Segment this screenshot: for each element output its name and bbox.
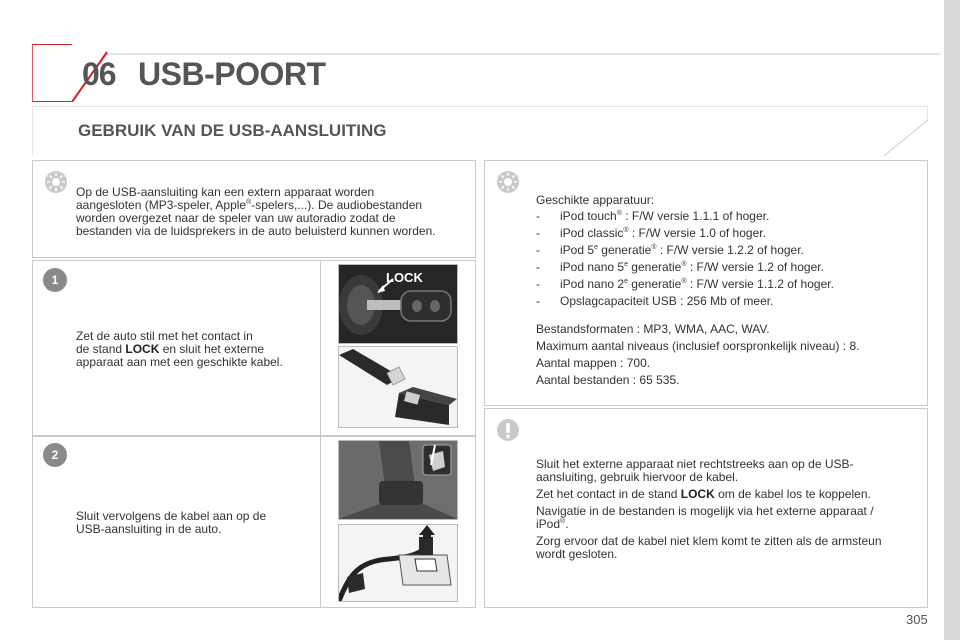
warning-line-6: Zorg ervoor dat de kabel niet klem komt te zitten als de armsteun [536, 534, 882, 548]
chapter-title: USB-POORT [138, 56, 326, 92]
compat-item-storage: Opslagcapaciteit USB : 256 Mb of meer. [560, 294, 774, 308]
step-1-line-1: Zet de auto stil met het contact in [76, 329, 253, 343]
compat-item-version: : F/W versie 1.1.2 of hoger. [686, 277, 834, 291]
warning-text [536, 458, 920, 561]
section-title: GEBRUIK VAN DE USB-AANSLUITING [78, 121, 387, 140]
warning-lock-word: LOCK [680, 487, 715, 501]
page-number: 305 [906, 612, 928, 627]
levels-text: Maximum aantal niveaus (inclusief oorspronkelijk niveau) : 8. [536, 339, 860, 353]
list-dash: - [536, 294, 540, 308]
step-1-lock-word: LOCK [125, 342, 160, 356]
step-1-divider [320, 260, 321, 436]
compat-item-generation: generatie [597, 243, 652, 257]
compat-item-device: iPod touch [560, 209, 617, 223]
compat-item-generation: generatie [627, 277, 682, 291]
list-dash: - [536, 243, 540, 257]
compat-item-version: : F/W versie 1.0 of hoger. [628, 226, 766, 240]
warning-line-3a: Zet het contact in de stand [536, 487, 681, 501]
step-1-line-3: apparaat aan met een geschikte kabel. [76, 355, 283, 369]
registered-mark: ® [651, 244, 657, 251]
registered-mark: ® [560, 518, 566, 525]
intro-text [76, 186, 468, 238]
registered-mark: ® [681, 278, 687, 285]
usb-socket-illustration [339, 525, 457, 601]
registered-mark: ® [246, 199, 252, 206]
compat-item-version: : F/W versie 1.2.2 of hoger. [656, 243, 804, 257]
registered-mark: ® [623, 227, 629, 234]
step-2-text [76, 510, 316, 536]
folders-text: Aantal mappen : 700. [536, 356, 651, 370]
intro-line-2b: -spelers,...). De audiobestanden [251, 198, 423, 212]
warning-line-2: aansluiting, gebruik hiervoor de kabel. [536, 470, 739, 484]
registered-mark: ® [616, 210, 622, 217]
compat-item-device: iPod classic [560, 226, 624, 240]
compat-item-version: : F/W versie 1.1.1 of hoger. [621, 209, 770, 223]
files-text: Aantal bestanden : 65 535. [536, 373, 680, 387]
list-dash: - [536, 260, 540, 274]
compat-item-device: iPod nano 2 [560, 277, 625, 291]
ordinal-suffix: e [624, 261, 628, 268]
info-sun-icon-right [496, 170, 520, 194]
compat-item-version: : F/W versie 1.2 of hoger. [686, 260, 824, 274]
warning-exclamation-icon [496, 418, 520, 442]
compat-item-device: iPod 5 [560, 243, 595, 257]
compat-item-generation: generatie [627, 260, 682, 274]
step-1-line-2b: en sluit het externe [159, 342, 265, 356]
intro-line-2a: aangesloten (MP3-speler, Apple [76, 198, 247, 212]
step-1-line-2a: de stand [76, 342, 126, 356]
step-2-line-2: USB-aansluiting in de auto. [76, 522, 222, 536]
warning-line-3b: om de kabel los te koppelen. [714, 487, 871, 501]
usb-cable-illustration [339, 347, 457, 427]
intro-line-1: Op de USB-aansluiting kan een extern apparaat worden [76, 185, 375, 199]
page-edge-rail [944, 0, 960, 640]
step-2-number: 2 [51, 448, 59, 462]
warning-line-5a: iPod [536, 517, 561, 531]
usb-socket-photo [338, 524, 458, 602]
warning-line-7: wordt gesloten. [536, 547, 618, 561]
armrest-photo [338, 440, 458, 520]
step-2-divider [320, 436, 321, 608]
chapter-number: 06 [82, 56, 116, 92]
step-1-text [76, 330, 316, 369]
step-2-line-1: Sluit vervolgens de kabel aan op de [76, 509, 267, 523]
warning-line-1: Sluit het externe apparaat niet rechtstreeks aan op de USB- [536, 457, 854, 471]
list-dash: - [536, 277, 540, 291]
armrest-illustration [339, 441, 457, 519]
warning-line-5 [536, 518, 920, 531]
warning-line-3 [536, 488, 920, 501]
list-dash: - [536, 209, 540, 223]
formats-text: Bestandsformaten : MP3, WMA, AAC, WAV. [536, 322, 770, 336]
intro-line-3: worden overgezet naar de speler van uw autoradio zodat de [76, 211, 396, 225]
list-dash: - [536, 226, 540, 240]
step-1-number: 1 [51, 273, 59, 287]
compat-heading: Geschikte apparatuur: [536, 193, 655, 207]
warning-line-5b: . [565, 517, 569, 531]
usb-cable-photo [338, 346, 458, 428]
registered-mark: ® [681, 261, 687, 268]
warning-line-4: Navigatie in de bestanden is mogelijk via het externe apparaat / [536, 504, 874, 518]
info-sun-icon [44, 170, 68, 194]
ordinal-suffix: e [624, 278, 628, 285]
compat-item-device: iPod nano 5 [560, 260, 625, 274]
lock-image-label: LOCK [386, 270, 423, 285]
ordinal-suffix: e [594, 244, 598, 251]
intro-line-4: bestanden via de luidsprekers in de auto beluisterd kunnen worden. [76, 224, 436, 238]
